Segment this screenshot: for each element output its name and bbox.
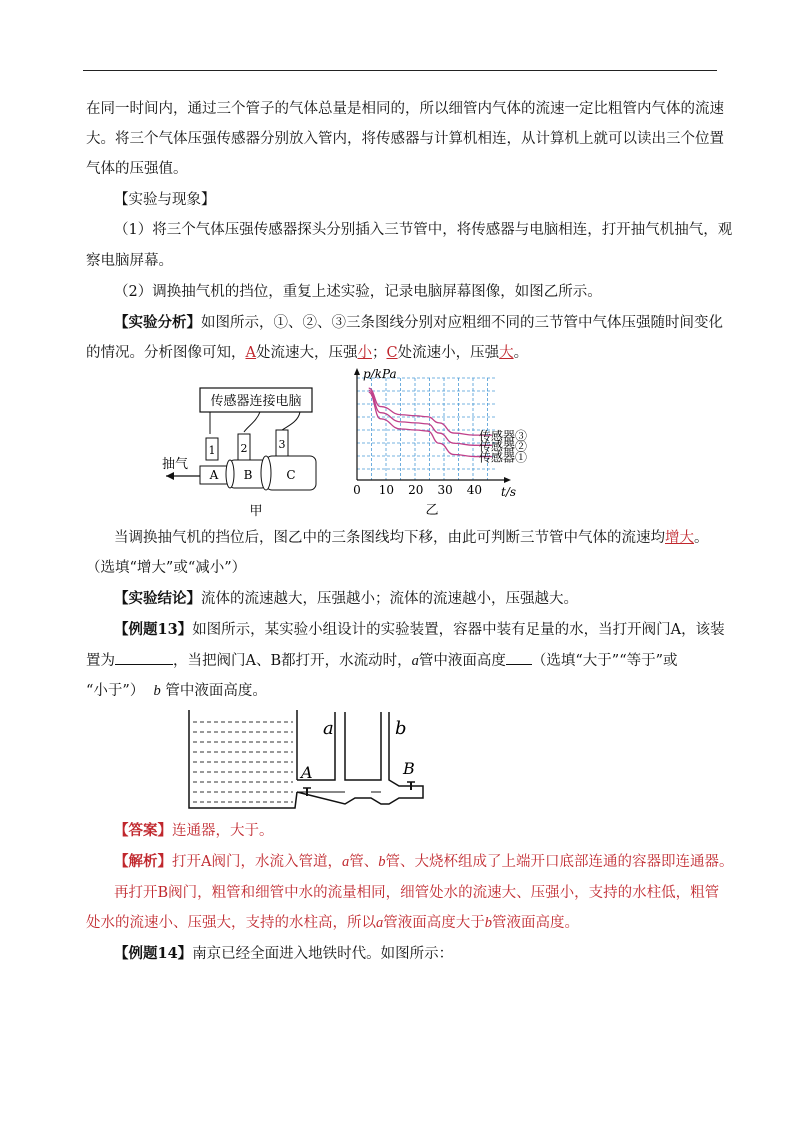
fill-blank (506, 650, 532, 665)
section-label: B (243, 468, 253, 482)
step2-line: （2）调换抽气机的挡位，重复上述实验，记录电脑屏幕图像，如图乙所示。 (114, 284, 602, 300)
y-axis-label: p/kPa (363, 367, 397, 381)
figure-yi-caption: 乙 (425, 503, 439, 516)
example13-line: 【例题13】如图所示，某实验小组设计的实验装置，容器中装有足量的水，当打开阀门A，该装 (114, 621, 725, 638)
explanation-line: 再打开B阀门，粗管和细管中水的流量相同，细管处水的流速大、压强小，支持的水柱低，粗管 (114, 885, 720, 901)
answer-big: 大 (499, 345, 514, 361)
x-tick-label: 40 (466, 483, 483, 497)
section-label: C (286, 468, 296, 482)
explanation-line: 【解析】打开A阀门，水流入管道，a管、b管、大烧杯组成了上端开口底部连通的容器即连通器。 (114, 853, 734, 870)
step1-line: 察电脑屏幕。 (86, 253, 173, 269)
beaker-water (193, 722, 293, 802)
paragraph-line: 在同一时间内，通过三个管子的气体总量是相同的，所以细管内气体的流速一定比粗管内气体的流速 (86, 101, 724, 117)
figure-jia-caption: 甲 (249, 504, 263, 519)
tube-b-label: b (395, 718, 407, 739)
example13-line: “小于”） b 管中液面高度。 (86, 683, 267, 699)
header-rule (83, 70, 717, 71)
conclusion-line: 【实验结论】流体的流速越大，压强越小；流体的流速越小，压强越大。 (114, 590, 578, 607)
fill-blank (115, 650, 173, 665)
beaker (189, 710, 297, 808)
after-figure-line: （选填“增大”或“减小”） (86, 560, 247, 576)
figure-example13 (185, 706, 435, 814)
x-tick-label: 0 (353, 483, 361, 497)
step1-line: （1）将三个气体压强传感器探头分别插入三节管中，将传感器与电脑相连，打开抽气机抽气，观 (114, 222, 733, 238)
sensor-wire (244, 412, 260, 432)
paragraph-line: 大。将三个气体压强传感器分别放入管内，将传感器与计算机相连，从计算机上就可以读出三个位置 (86, 131, 724, 147)
answer-line: 【答案】连通器，大于。 (114, 822, 274, 839)
legend-label: 传感器① (479, 450, 528, 465)
sensor-number: 1 (208, 444, 216, 457)
example13-line: 置为 ，当把阀门A、B都打开，水流动时，a管中液面高度 （选填“大于”“等于”或 (86, 650, 678, 671)
paragraph-line: 气体的压强值。 (86, 161, 188, 177)
answer-small: 小 (357, 345, 372, 361)
chart-grid (357, 378, 495, 480)
answer-label: 【答案】 (114, 822, 172, 839)
heading-experiment: 【实验与现象】 (114, 192, 216, 208)
x-tick-label: 30 (437, 483, 453, 497)
example13-label: 【例题13】 (114, 621, 193, 638)
series-line (369, 388, 492, 435)
example14-line: 【例题14】南京已经全面进入地铁时代。如图所示： (114, 945, 454, 962)
sensor-wire (282, 412, 300, 430)
pump-label: 抽气 (162, 457, 189, 472)
figure-yi-chart (345, 366, 545, 516)
figure-jia (160, 382, 340, 522)
answer-C: C (386, 345, 398, 361)
analysis-line: 【实验分析】如图所示，①、②、③三条图线分别对应粗细不同的三节管中气体压强随时间变化 (114, 314, 723, 331)
sensor-number: 3 (278, 438, 286, 451)
after-figure-line: 当调换抽气机的挡位后，图乙中的三条图线均下移，由此可判断三节管中气体的流速均增大。 (114, 530, 709, 546)
x-axis-label: t/s (501, 485, 517, 499)
tube-a-label: a (323, 718, 334, 739)
computer-box-label: 传感器连接电脑 (210, 394, 302, 409)
x-tick-label: 10 (378, 483, 395, 497)
conclusion-label: 【实验结论】 (114, 590, 201, 607)
answer-increase: 增大 (665, 530, 694, 546)
valve-b-label: B (403, 759, 415, 778)
valve-a-label: A (301, 763, 313, 782)
section-label: A (209, 468, 219, 482)
explanation-label: 【解析】 (114, 853, 172, 870)
answer-A: A (245, 345, 256, 361)
legend-label: 传感器② (479, 439, 528, 454)
analysis-line: 的情况。分析图像可知，A处流速大，压强小；C处流速小，压强大。 (86, 345, 529, 361)
x-tick-label: 20 (408, 483, 424, 497)
legend-label: 传感器③ (479, 429, 528, 444)
sensor-number: 2 (240, 442, 248, 455)
analysis-label: 【实验分析】 (114, 314, 201, 331)
explanation-line: 处水的流速小、压强大，支持的水柱高，所以a管液面高度大于b管液面高度。 (86, 915, 579, 931)
example14-label: 【例题14】 (114, 945, 193, 962)
